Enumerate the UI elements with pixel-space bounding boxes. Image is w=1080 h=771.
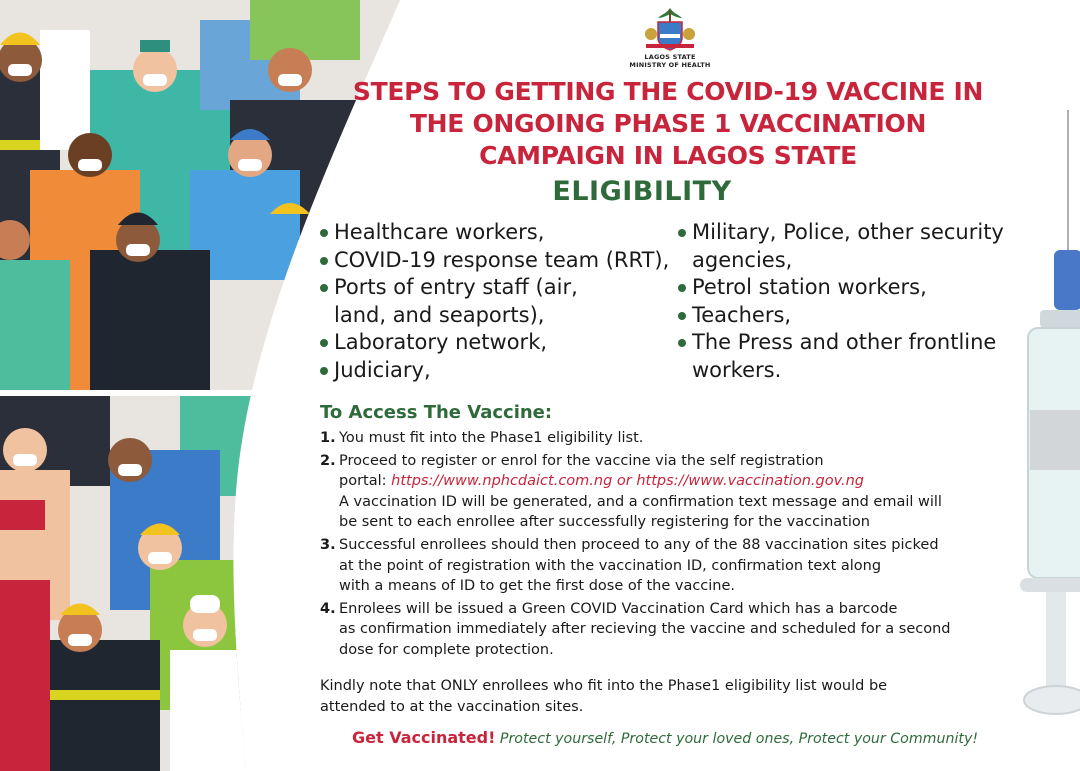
- step-number: 4.: [320, 600, 336, 617]
- nphcda-portal-link[interactable]: https://www.nphcdaict.com.ng: [391, 473, 613, 490]
- eligibility-item: Ports of entry staff (air, land, and seaports),: [318, 274, 690, 329]
- protect-slogan-text: Protect yourself, Protect your loved ones, Protect your Community!: [495, 731, 979, 747]
- step-text: be sent to each enrollee after successfully registering for the vaccination: [339, 514, 870, 531]
- step-3: [320, 535, 1010, 597]
- access-steps: [320, 428, 1010, 663]
- title-line: THE ONGOING PHASE 1 VACCINATION: [409, 109, 927, 138]
- step-text: You must fit into the Phase1 eligibility list.: [339, 430, 644, 446]
- eligibility-item: Judiciary,: [318, 357, 690, 385]
- step-2: [320, 451, 1010, 533]
- eligibility-item: The Press and other frontline workers.: [676, 329, 1046, 384]
- eligibility-item: Teachers,: [676, 302, 1046, 330]
- eligibility-item: COVID-19 response team (RRT),: [318, 247, 690, 275]
- lagos-state-crest-logo: [640, 4, 700, 52]
- portal-label: portal:: [339, 473, 392, 490]
- step-text: Successful enrollees should then proceed to any of the 88 vaccination sites picked: [339, 536, 939, 553]
- get-vaccinated-text: Get Vaccinated!: [352, 728, 496, 747]
- page-title: [352, 76, 984, 172]
- step-text: at the point of registration with the vaccination ID, confirmation text along: [339, 557, 882, 574]
- step-number: 1.: [320, 430, 336, 446]
- title-line: STEPS TO GETTING THE COVID-19 VACCINE IN: [352, 77, 984, 106]
- eligibility-heading: ELIGIBILITY: [552, 176, 732, 207]
- footer-slogan: [352, 728, 1022, 747]
- crest-caption-state: LAGOS STATE: [644, 53, 696, 61]
- crest-caption-ministry: MINISTRY OF HEALTH: [629, 61, 711, 69]
- eligibility-item: Laboratory network,: [318, 329, 690, 357]
- step-text: A vaccination ID will be generated, and a confirmation text message and email will: [339, 493, 942, 510]
- eligibility-item: Military, Police, other security agencies,: [676, 219, 1046, 274]
- eligibility-note: [320, 676, 1010, 717]
- eligibility-list-left: [318, 219, 690, 384]
- step-4: [320, 599, 1010, 661]
- step-text: as confirmation immediately after recieving the vaccine and scheduled for a second: [339, 621, 951, 638]
- access-heading: To Access The Vaccine:: [320, 402, 553, 423]
- eligibility-item: Petrol station workers,: [676, 274, 1046, 302]
- eligibility-list-right: [676, 219, 1046, 384]
- step-text: Enrolees will be issued a Green COVID Vaccination Card which has a barcode: [339, 600, 898, 617]
- step-number: 3.: [320, 536, 336, 553]
- step-number: 2.: [320, 452, 336, 469]
- title-line: CAMPAIGN IN LAGOS STATE: [479, 141, 857, 170]
- step-1: [320, 428, 1010, 449]
- step-portal-line: [339, 471, 1010, 492]
- vaccination-gov-link[interactable]: https://www.vaccination.gov.ng: [636, 473, 864, 490]
- step-text: with a means of ID to get the first dose of the vaccine.: [339, 578, 736, 595]
- note-line: Kindly note that ONLY enrollees who fit into the Phase1 eligibility list would be: [320, 678, 888, 694]
- step-text: dose for complete protection.: [339, 641, 554, 658]
- syringe-illustration: [1010, 110, 1080, 730]
- eligibility-item: Healthcare workers,: [318, 219, 690, 247]
- note-line: attended to at the vaccination sites.: [320, 698, 584, 715]
- step-text: Proceed to register or enrol for the vaccine via the self registration: [339, 452, 824, 469]
- link-separator: or: [612, 473, 637, 490]
